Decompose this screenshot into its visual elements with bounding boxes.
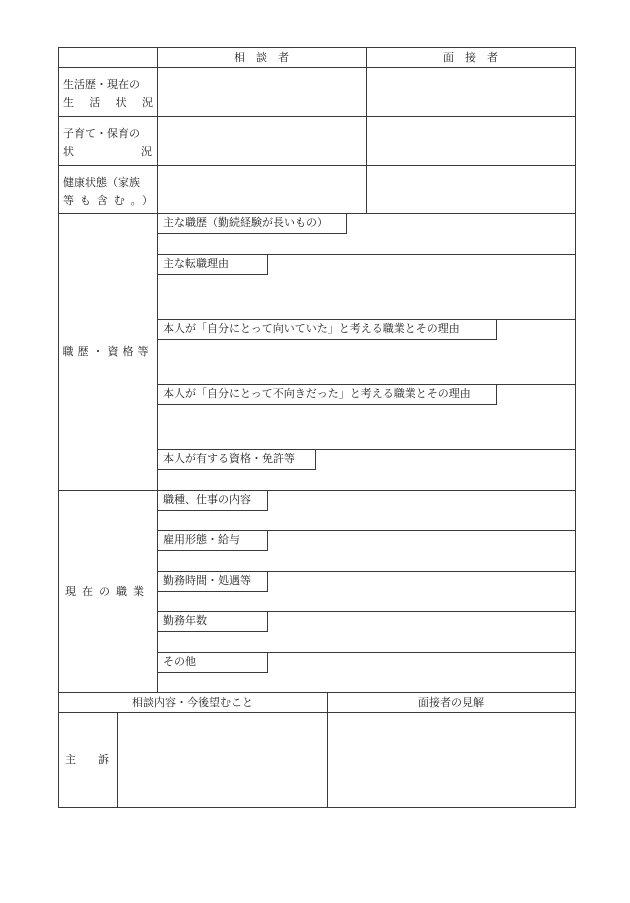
- childcare-label-1: 子育て・保育の: [63, 127, 140, 140]
- consult-content-header: 相談内容・今後望むこと: [132, 696, 253, 709]
- unsuited-job-field-label: 本人が「自分にとって不向きだった」と考える職業とその理由: [157, 384, 497, 405]
- health-label-2: 等も含む。）: [63, 194, 153, 207]
- row-line: [58, 116, 576, 117]
- job-type-field-label: 職種、仕事の内容: [157, 490, 268, 511]
- interviewer-column-divider: [366, 47, 367, 214]
- consultee-header: 相 談 者: [234, 51, 289, 64]
- section-line: [58, 692, 576, 693]
- row-line: [58, 67, 576, 68]
- life-history-label-2: 生 活 状 況: [63, 96, 153, 109]
- current-job-label: 現在の職業: [65, 585, 150, 598]
- label-column-divider: [157, 47, 158, 693]
- childcare-label-2b: 況: [141, 145, 152, 158]
- years-field-label: 勤務年数: [157, 611, 268, 632]
- suited-job-field-label: 本人が「自分にとって向いていた」と考える職業とその理由: [157, 319, 497, 340]
- employment-field-label: 雇用形態・給与: [157, 530, 268, 551]
- row-line: [58, 165, 576, 166]
- complaint-label: 主 訴: [65, 753, 109, 766]
- childcare-label-2a: 状: [63, 145, 74, 158]
- career-label: 職歴・資格等: [62, 345, 153, 358]
- complaint-label-divider: [117, 712, 118, 808]
- frame-right: [575, 47, 576, 808]
- interviewer-header: 面 接 者: [443, 51, 498, 64]
- main-job-field-label: 主な職歴（勤続経験が長いもの）: [157, 213, 347, 234]
- qualifications-field-label: 本人が有する資格・免許等: [157, 449, 316, 470]
- life-history-label-1: 生活歴・現在の: [63, 78, 140, 91]
- frame-left: [58, 47, 59, 808]
- hours-field-label: 勤務時間・処遇等: [157, 571, 268, 592]
- change-reason-field-label: 主な転職理由: [157, 254, 268, 275]
- opinion-header: 面接者の見解: [418, 696, 484, 709]
- section-line: [58, 490, 576, 491]
- frame-top: [58, 47, 576, 48]
- row-line: [58, 712, 576, 713]
- health-label-1: 健康状態（家族: [63, 176, 140, 189]
- frame-bottom: [58, 807, 576, 808]
- other-field-label: その他: [157, 652, 268, 673]
